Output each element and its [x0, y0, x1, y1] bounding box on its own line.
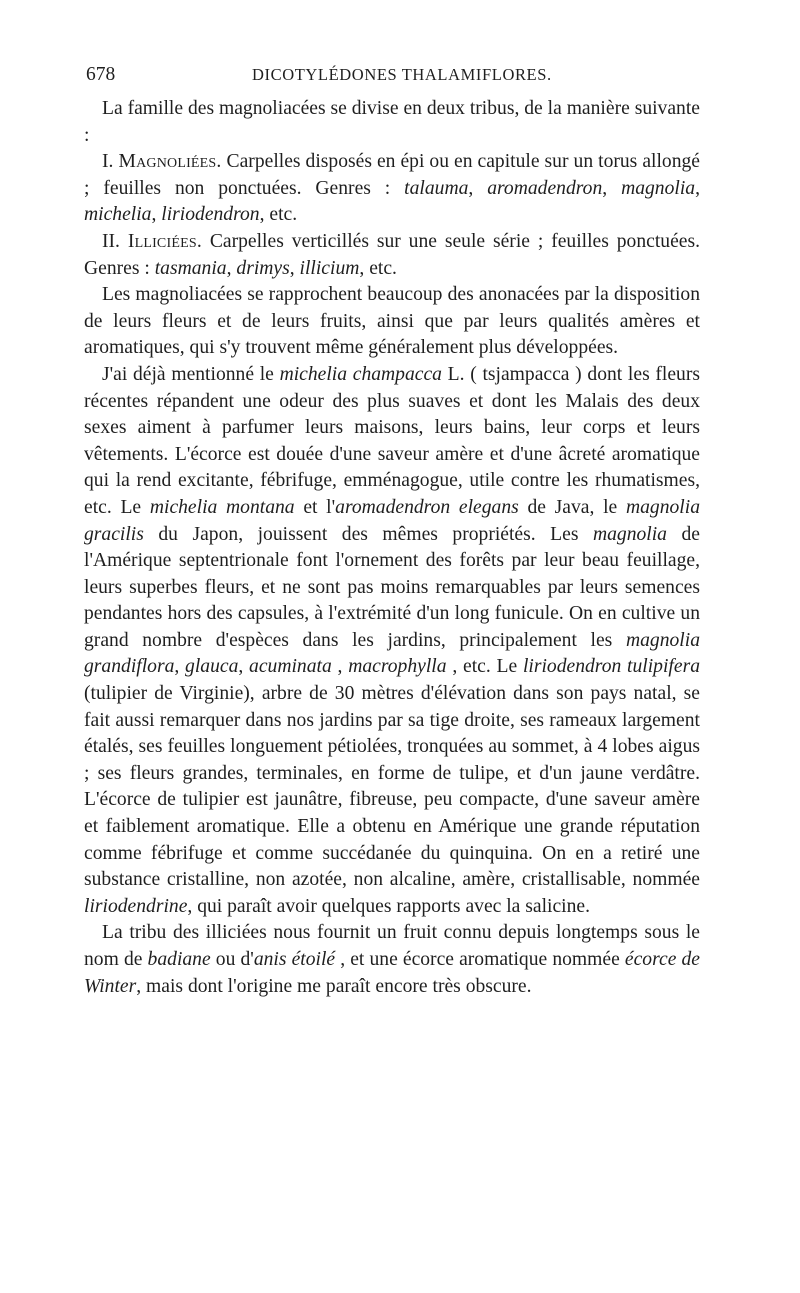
genus-name: talauma	[404, 177, 469, 199]
book-page	[84, 62, 700, 1000]
compound-name: liriodendrine	[84, 895, 188, 917]
page-header	[84, 62, 700, 92]
species-name: aromadendron elegans	[335, 496, 519, 518]
species-name: michelia champacca	[279, 363, 442, 385]
product-name: anis étoilé	[253, 949, 336, 970]
illiciees-paragraph: La tribu des illiciées nous fournit un fruit connu depuis longtemps sous le nom de badiane ou d'anis étoilé , et une écorce aromatique nommée écorce de Winter, mais dont l'origine me paraît encore très obscure.	[84, 922, 700, 997]
species-name: magnolia grandiflora	[84, 629, 700, 678]
species-name: magnolia gracilis	[84, 496, 700, 545]
product-name: écorce de Winter	[84, 949, 700, 997]
product-name: badiane	[147, 949, 211, 970]
species-name: magnolia	[592, 523, 667, 545]
intro-paragraph	[84, 96, 700, 149]
page-number: 678	[86, 64, 116, 85]
species-name: michelia montana	[149, 496, 295, 518]
genus-name: liriodendron	[161, 204, 260, 226]
species-name: acuminata	[249, 656, 332, 678]
tribe-name: Illiciées.	[127, 230, 202, 252]
genus-name: michelia	[84, 204, 152, 226]
anonacees-paragraph: Les magnoliacées se rapprochent beaucoup des anonacées par la disposition de leurs fleurs et de leurs fruits, ainsi que par leurs qualités amères et aromatiques, qui s'y trouvent même généralement plus développées.	[84, 284, 700, 359]
species-name: macrophylla	[348, 656, 447, 678]
tribe-description: Carpelles verticillés sur une seule série ; feuilles ponctuées. Genres :	[84, 230, 700, 279]
running-title: DICOTYLÉDONES THALAMIFLORES.	[252, 65, 552, 84]
intro-text: La famille des magnoliacées se divise en deux tribus, de la manière suivante :	[84, 98, 700, 146]
tribe-magnoliees: I. Magnoliées. Carpelles disposés en épi ou en capitule sur un torus allongé ; feuilles non ponctuées. Genres : talauma, aromadendron, magnolia, michelia, liriodendron, etc.	[84, 151, 700, 226]
tribe-illiciees: II. Illiciées. Carpelles verticillés sur une seule série ; feuilles ponctuées. Genres : tasmania, drimys, illicium, etc.	[84, 230, 700, 279]
genus-name: drimys	[236, 257, 290, 279]
genus-name: aromadendron	[487, 177, 603, 199]
species-name: liriodendron tulipifera	[522, 656, 700, 678]
tribe-numeral: II.	[102, 230, 120, 252]
michelia-paragraph: J'ai déjà mentionné le michelia champacca L. ( tsjampacca ) dont les fleurs récentes répandent une odeur des plus suaves et dont les Malais des deux sexes aiment à parfumer leurs maisons, leurs bains, leur corps et leurs vêtements. L'écorce est douée d'une saveur amère et d'une âcreté aromatique qui la rend excitante, fébrifuge, emménagogue, utile contre les rhumatismes, etc. Le michelia montana et l'aromadendron elegans de Java, le magnolia gracilis du Japon, jouissent des mêmes propriétés. Les magnolia de l'Amérique septentrionale font l'ornement des forêts par leur beau feuillage, leurs superbes fleurs, et ne sont pas moins remarquables par leurs semences pendantes hors des capsules, à l'extrémité d'un long funicule. On en cultive un grand nombre d'espèces dans les jardins, principalement les magnolia grandiflora, glauca, acuminata , macrophylla , etc. Le liriodendron tulipifera (tulipier de Virginie), arbre de 30 mètres d'élévation dans son pays natal, se fait aussi remarquer dans nos jardins par sa tige droite, ses rameaux largement étalés, ses feuilles longuement pétiolées, tronquées au sommet, à 4 lobes aigus ; ses fleurs grandes, terminales, en forme de tulipe, et d'un jaune verdâtre. L'écorce de tulipier est jaunâtre, fibreuse, peu compacte, d'une saveur amère et faiblement aromatique. Elle a obtenu en Amérique une grande réputation comme fébrifuge et comme succédanée du quinquina. On en a retiré une substance cristalline, non azotée, non alcaline, amère, cristallisable, nommée liriodendrine, qui paraît avoir quelques rapports avec la salicine.	[84, 363, 701, 917]
genus-name: tasmania	[154, 257, 227, 279]
genus-name: magnolia	[621, 177, 696, 199]
tribe-numeral: I.	[102, 151, 114, 173]
tribe-name: Magnoliées.	[118, 151, 222, 173]
tribe-description: Carpelles disposés en épi ou en capitule sur un torus allongé ; feuilles non ponctuées. Genres :	[84, 151, 700, 199]
species-name: glauca	[185, 656, 239, 678]
genus-name: illicium	[299, 257, 360, 279]
